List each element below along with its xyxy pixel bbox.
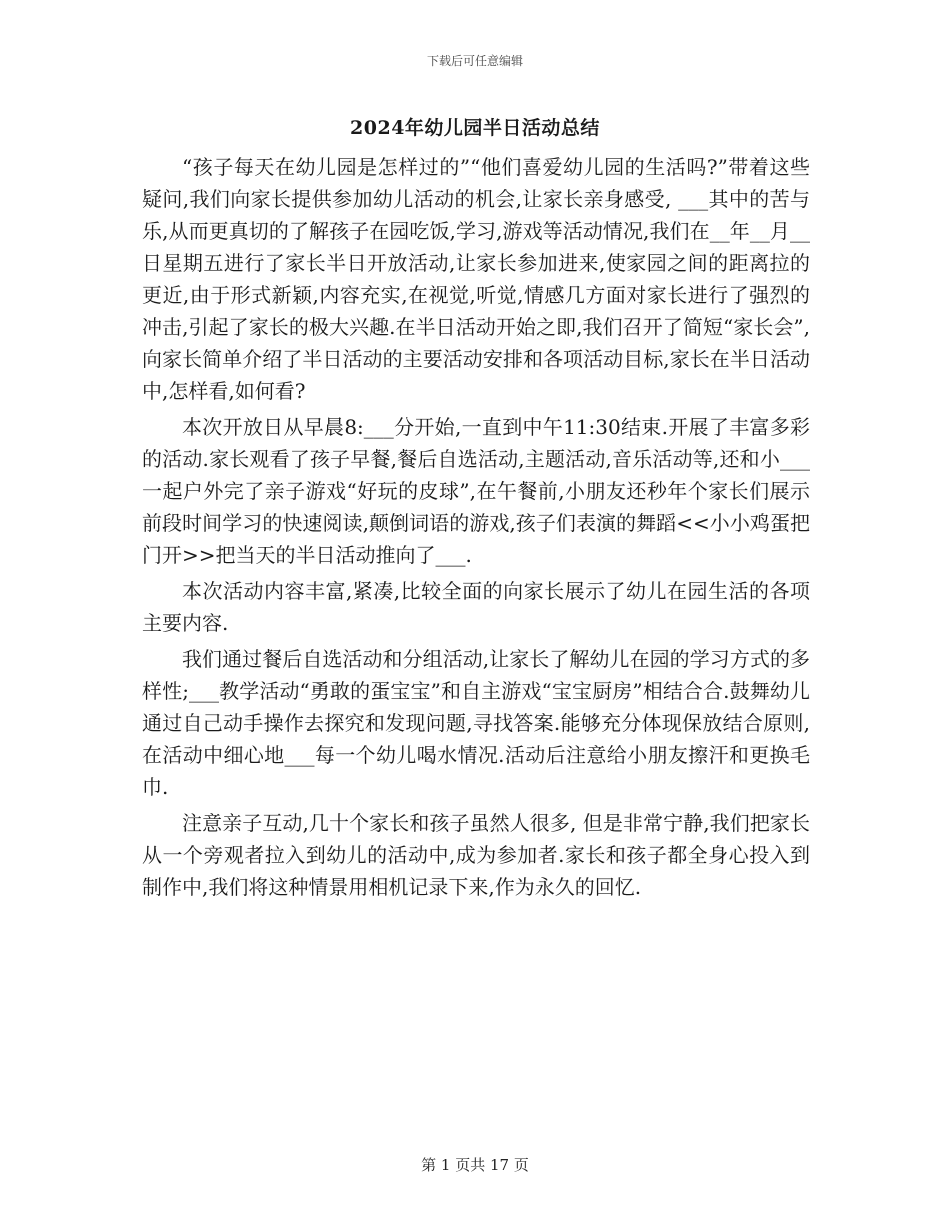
paragraph-3: 本次活动内容丰富,紧凑,比较全面的向家长展示了幼儿在园生活的各项主要内容. <box>142 579 810 635</box>
page-header: 下载后可任意编辑 <box>426 54 523 68</box>
paragraph-4: 我们通过餐后自选活动和分组活动,让家长了解幼儿在园的学习方式的多样性;___教学活动“勇敢的蛋宝宝”和自主游戏“宝宝厨房”相结合合.鼓舞幼儿通过自己动手操作去探究和发现问题,寻找答案.能够充分体现保放结合原则,在活动中细心地___每一个幼儿喝水情况.活动后注意给小朋友擦汗和更换毛巾. <box>142 647 810 799</box>
document-title: 2024年幼儿园半日活动总结 <box>350 117 600 139</box>
paragraph-1: “孩子每天在幼儿园是怎样过的”“他们喜爱幼儿园的生活吗?”带着这些疑问,我们向家长提供参加幼儿活动的机会,让家长亲身感受, ___其中的苦与乐,从而更真切的了解孩子在园吃饭,学习,游戏等活动情况,我们在__年__月__日星期五进行了家长半日开放活动,让家长参加进来,使家园之间的距离拉的更近,由于形式新颖,内容充实,在视觉,听觉,情感几方面对家长进行了强烈的冲击,引起了家长的极大兴趣.在半日活动开始之即,我们召开了简短“家长会”,向家长简单介绍了半日活动的主要活动安排和各项活动目标,家长在半日活动中,怎样看,如何看? <box>142 155 810 403</box>
page-number-footer: 第 1 页共 17 页 <box>421 1156 529 1174</box>
paragraph-5: 注意亲子互动,几十个家长和孩子虽然人很多, 但是非常宁静,我们把家长从一个旁观者拉入到幼儿的活动中,成为参加者.家长和孩子都全身心投入到制作中,我们将这种情景用相机记录下来,作为永久的回忆. <box>142 811 810 899</box>
paragraph-2: 本次开放日从早晨8:___分开始,一直到中午11:30结束.开展了丰富多彩的活动.家长观看了孩子早餐,餐后自选活动,主题活动,音乐活动等,还和小___一起户外完了亲子游戏“好玩的皮球”,在午餐前,小朋友还秒年个家长们展示前段时间学习的快速阅读,颠倒词语的游戏,孩子们表演的舞蹈<<小小鸡蛋把门开>>把当天的半日活动推向了___. <box>142 415 810 567</box>
document-body <box>142 151 810 907</box>
